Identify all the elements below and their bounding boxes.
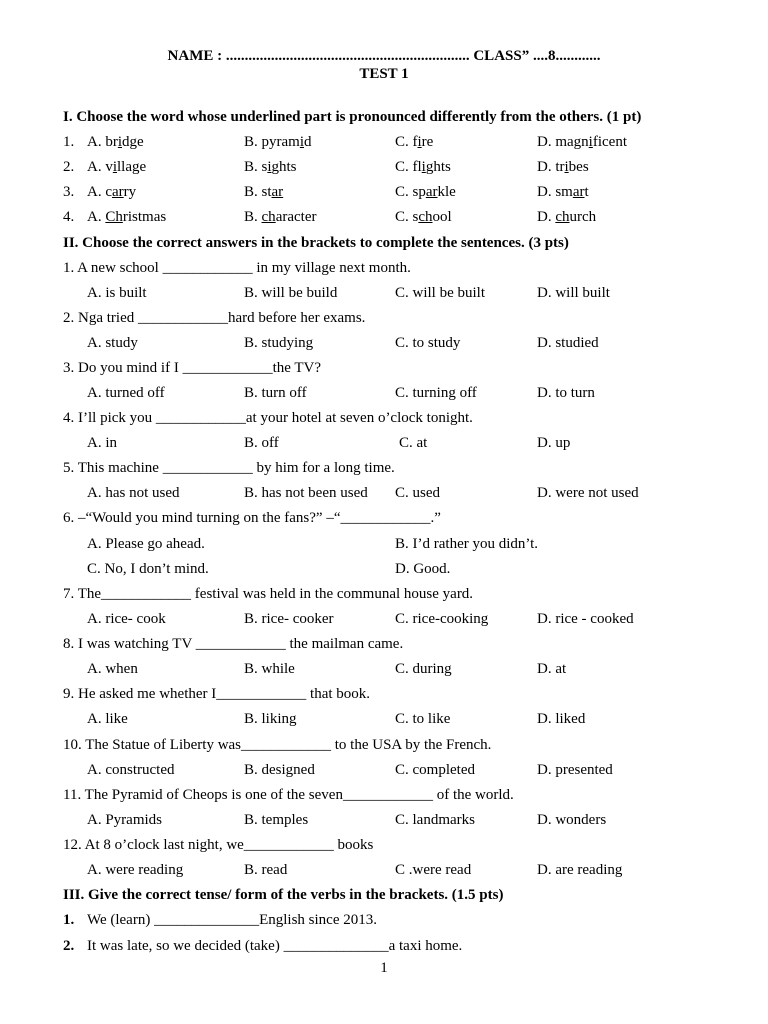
- answer-option: A. in: [87, 435, 117, 451]
- answer-option: A. has not used: [87, 485, 180, 501]
- answer-option: B. sights: [244, 159, 297, 175]
- answer-option: B. read: [244, 862, 288, 878]
- answer-option: C. flights: [395, 159, 451, 175]
- answer-option: C. used: [395, 485, 440, 501]
- underlined-part: i: [117, 134, 122, 150]
- answer-option: D. smart: [537, 184, 589, 200]
- underlined-part: i: [417, 134, 422, 150]
- answer-option: A. like: [87, 711, 128, 727]
- answer-option: B. off: [244, 435, 279, 451]
- answer-option: C. school: [395, 209, 452, 225]
- item-text: We (learn) ______________English since 2013.: [87, 912, 377, 928]
- answer-option: B. character: [244, 209, 317, 225]
- answer-option: B. pyramid: [244, 134, 312, 150]
- pronunciation-question: [0, 131, 768, 153]
- answer-option: D. studied: [537, 335, 599, 351]
- pronunciation-question: [0, 156, 768, 178]
- answer-option: A. carry: [87, 184, 137, 200]
- question-text: 6. –“Would you mind turning on the fans?” –“____________.”: [63, 510, 441, 526]
- answer-option: A. village: [87, 159, 147, 175]
- answer-row: [0, 658, 768, 680]
- question-number: 3.: [63, 184, 75, 200]
- question-stem: [0, 507, 768, 529]
- answer-option: D. presented: [537, 762, 613, 778]
- item-number: 1.: [63, 912, 75, 928]
- question-text: 9. He asked me whether I____________ that book.: [63, 686, 371, 702]
- answer-option: D. are reading: [537, 862, 623, 878]
- answer-option: A. constructed: [87, 762, 175, 778]
- question-stem: [0, 357, 768, 379]
- answer-option: A. rice- cook: [87, 611, 166, 627]
- answer-option: B. star: [244, 184, 284, 200]
- underlined-part: i: [588, 134, 593, 150]
- answer-row: [0, 382, 768, 404]
- question-number: 4.: [63, 209, 75, 225]
- answer-row: [0, 558, 768, 580]
- answer-option: D. were not used: [537, 485, 639, 501]
- answer-option: C. at: [399, 435, 428, 451]
- answer-option: D. magnificent: [537, 134, 627, 150]
- answer-row: [0, 282, 768, 304]
- answer-option: D. wonders: [537, 812, 607, 828]
- question-number: 2.: [63, 159, 75, 175]
- answer-option: D. church: [537, 209, 597, 225]
- question-stem: [0, 784, 768, 806]
- section2-heading: II. Choose the correct answers in the brackets to complete the sentences. (3 pts): [63, 235, 569, 251]
- question-stem: [0, 683, 768, 705]
- underlined-part: ch: [555, 209, 570, 225]
- answer-option: C. completed: [395, 762, 475, 778]
- section3-heading: III. Give the correct tense/ form of the verbs in the brackets. (1.5 pts): [63, 887, 504, 903]
- underlined-part: ch: [261, 209, 276, 225]
- answer-option: C. landmarks: [395, 812, 475, 828]
- answer-option: B. will be build: [244, 285, 338, 301]
- answer-option: C. fire: [395, 134, 434, 150]
- underlined-part: ar: [271, 184, 284, 200]
- underlined-part: i: [564, 159, 569, 175]
- answer-option: D. liked: [537, 711, 586, 727]
- answer-option: A. is built: [87, 285, 147, 301]
- answer-option: C. No, I don’t mind.: [87, 561, 209, 577]
- name-class-line: NAME : ................................................................. CLASS” ....8............: [167, 48, 601, 64]
- underlined-part: i: [421, 159, 426, 175]
- underlined-part: i: [299, 134, 304, 150]
- underlined-part: i: [267, 159, 272, 175]
- question-text: 4. I’ll pick you ____________at your hotel at seven o’clock tonight.: [63, 410, 473, 426]
- answer-row: [0, 432, 768, 454]
- underlined-part: ar: [425, 184, 438, 200]
- answer-option: C. turning off: [395, 385, 477, 401]
- answer-option: B. temples: [244, 812, 309, 828]
- answer-row: [0, 759, 768, 781]
- question-stem: [0, 407, 768, 429]
- question-stem: [0, 834, 768, 856]
- question-text: 7. The____________ festival was held in the communal house yard.: [63, 586, 474, 602]
- underlined-part: i: [112, 159, 118, 175]
- answer-option: D. at: [537, 661, 567, 677]
- question-stem: [0, 583, 768, 605]
- answer-option: B. designed: [244, 762, 315, 778]
- question-text: 12. At 8 o’clock last night, we____________ books: [63, 837, 374, 853]
- answer-option: A. turned off: [87, 385, 165, 401]
- answer-option: C. will be built: [395, 285, 485, 301]
- underlined-part: ar: [572, 184, 585, 200]
- answer-option: C .were read: [395, 862, 472, 878]
- question-text: 2. Nga tried ____________hard before her exams.: [63, 310, 366, 326]
- question-text: 5. This machine ____________ by him for a long time.: [63, 460, 395, 476]
- section1-heading: I. Choose the word whose underlined part is pronounced differently from the others. (1 pt): [63, 109, 642, 125]
- question-stem: [0, 633, 768, 655]
- question-stem: [0, 457, 768, 479]
- underlined-part: ar: [112, 184, 124, 200]
- test-title: TEST 1: [359, 66, 409, 82]
- answer-option: B. turn off: [244, 385, 307, 401]
- verb-form-item: [0, 909, 768, 931]
- question-number: 1.: [63, 134, 75, 150]
- answer-option: A. were reading: [87, 862, 184, 878]
- answer-row: [0, 533, 768, 555]
- answer-row: [0, 332, 768, 354]
- answer-option: D. rice - cooked: [537, 611, 634, 627]
- answer-option: A. Please go ahead.: [87, 536, 205, 552]
- answer-row: [0, 859, 768, 881]
- answer-option: D. will built: [537, 285, 610, 301]
- underlined-part: ch: [418, 209, 433, 225]
- answer-option: B. studying: [244, 335, 314, 351]
- answer-option: B. I’d rather you didn’t.: [395, 536, 539, 552]
- answer-option: D. to turn: [537, 385, 595, 401]
- answer-option: B. liking: [244, 711, 297, 727]
- question-text: 8. I was watching TV ____________ the mailman came.: [63, 636, 404, 652]
- question-text: 10. The Statue of Liberty was____________ to the USA by the French.: [63, 737, 492, 753]
- verb-form-item: [0, 935, 768, 957]
- answer-option: D. up: [537, 435, 571, 451]
- answer-option: C. during: [395, 661, 452, 677]
- answer-option: A. Pyramids: [87, 812, 162, 828]
- answer-option: A. bridge: [87, 134, 144, 150]
- answer-option: A. study: [87, 335, 138, 351]
- answer-option: D. tribes: [537, 159, 589, 175]
- answer-option: C. to like: [395, 711, 451, 727]
- answer-option: A. Christmas: [87, 209, 167, 225]
- page-number: 1: [380, 960, 388, 976]
- answer-option: C. to study: [395, 335, 461, 351]
- answer-row: [0, 809, 768, 831]
- question-text: 11. The Pyramid of Cheops is one of the seven____________ of the world.: [63, 787, 514, 803]
- answer-row: [0, 482, 768, 504]
- item-number: 2.: [63, 938, 75, 954]
- question-stem: [0, 257, 768, 279]
- pronunciation-question: [0, 206, 768, 228]
- question-stem: [0, 307, 768, 329]
- answer-option: C. rice-cooking: [395, 611, 489, 627]
- answer-option: D. Good.: [395, 561, 451, 577]
- question-stem: [0, 734, 768, 756]
- answer-row: [0, 608, 768, 630]
- question-text: 1. A new school ____________ in my village next month.: [63, 260, 411, 276]
- answer-option: B. while: [244, 661, 295, 677]
- answer-option: A. when: [87, 661, 138, 677]
- underlined-part: Ch: [105, 209, 123, 225]
- answer-option: C. sparkle: [395, 184, 456, 200]
- question-text: 3. Do you mind if I ____________the TV?: [63, 360, 322, 376]
- answer-option: B. has not been used: [244, 485, 368, 501]
- item-text: It was late, so we decided (take) ______________a taxi home.: [87, 938, 463, 954]
- answer-option: B. rice- cooker: [244, 611, 334, 627]
- pronunciation-question: [0, 181, 768, 203]
- answer-row: [0, 708, 768, 730]
